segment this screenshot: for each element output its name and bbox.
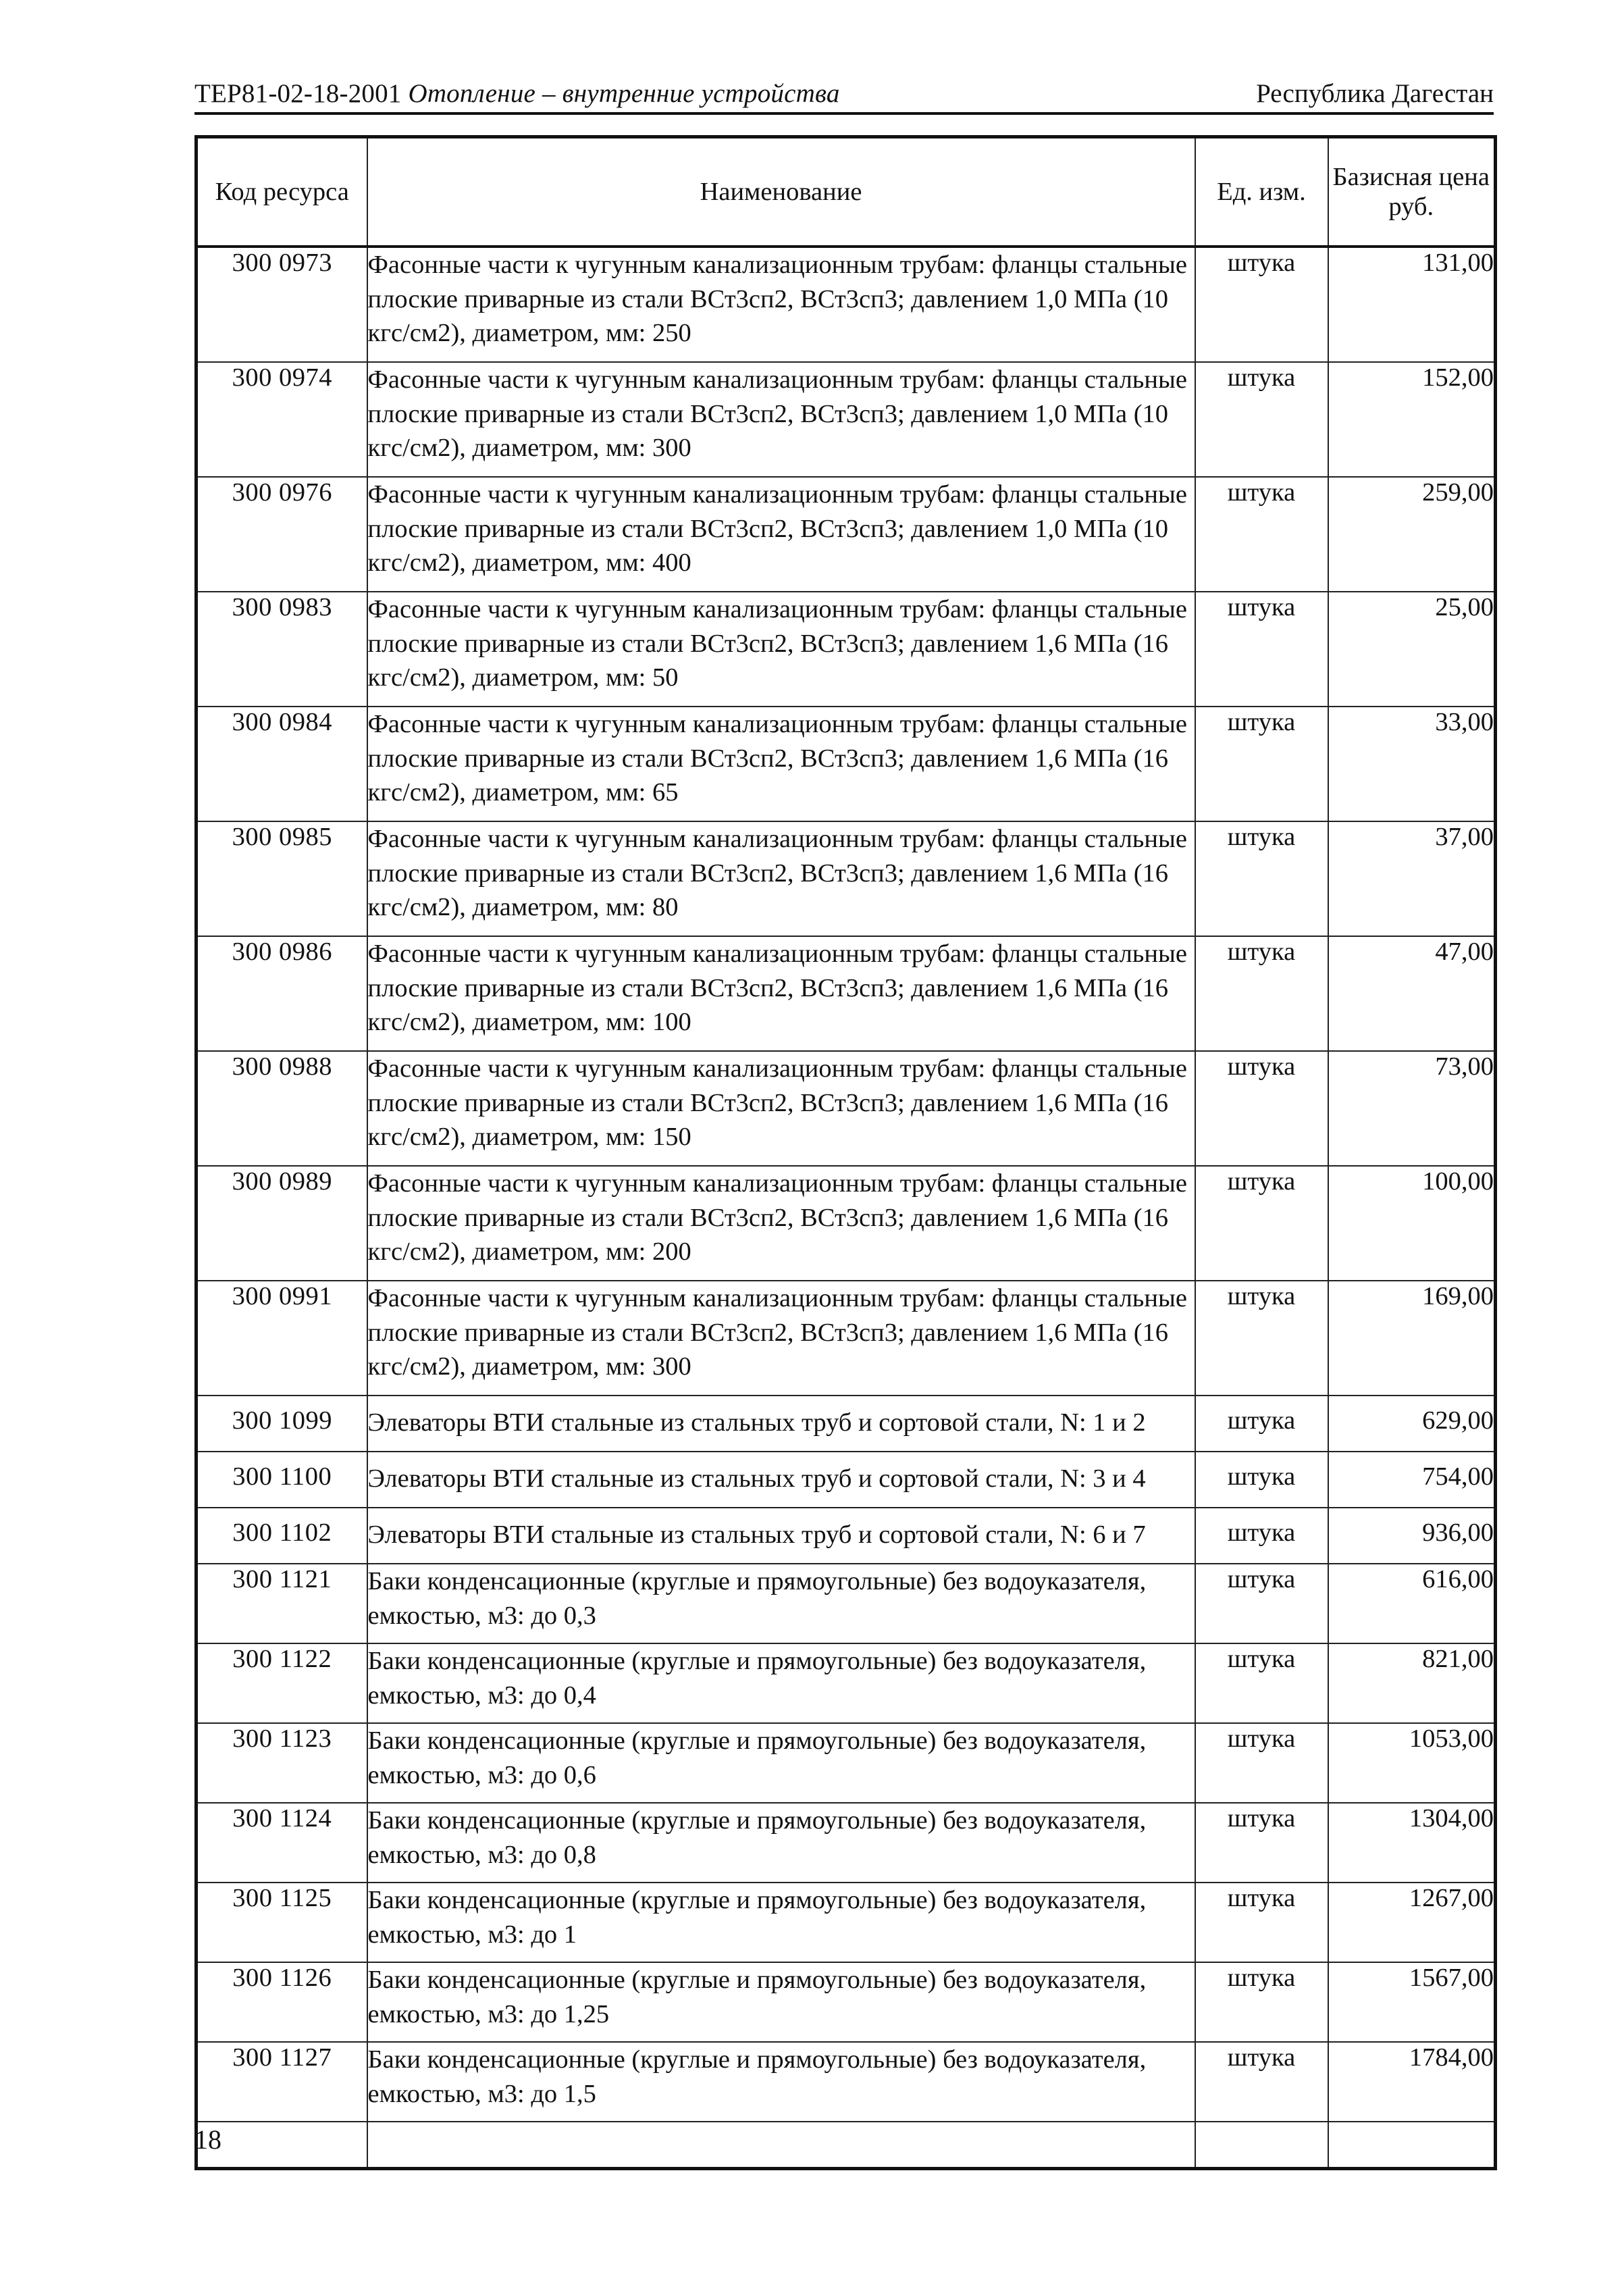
resource-code: 300 1100 <box>197 1452 367 1508</box>
resource-name: Фасонные части к чугунным канализационным трубам: фланцы стальные плоские приварные из стали ВСт3сп2, ВСт3сп3; давлением 1,6 МПа (16 кгс/см2), диаметром, мм: 65 <box>367 707 1195 821</box>
resource-unit: штука <box>1195 247 1328 362</box>
resource-price: 821,00 <box>1328 1643 1496 1723</box>
resource-name: Фасонные части к чугунным канализационным трубам: фланцы стальные плоские приварные из стали ВСт3сп2, ВСт3сп3; давлением 1,0 МПа (10 кгс/см2), диаметром, мм: 400 <box>367 477 1195 592</box>
table-row <box>197 1564 1496 1643</box>
resource-name: Баки конденсационные (круглые и прямоугольные) без водоуказателя, емкостью, м3: до 0,6 <box>367 1723 1195 1803</box>
resource-name: Фасонные части к чугунным канализационным трубам: фланцы стальные плоские приварные из стали ВСт3сп2, ВСт3сп3; давлением 1,6 МПа (16 кгс/см2), диаметром, мм: 50 <box>367 592 1195 707</box>
resource-code: 300 0989 <box>197 1166 367 1281</box>
region-name: Республика Дагестан <box>1256 79 1494 108</box>
table-row <box>197 1396 1496 1452</box>
table-row <box>197 2042 1496 2122</box>
column-header-name: Наименование <box>367 137 1195 247</box>
resource-unit: штука <box>1195 1643 1328 1723</box>
resource-name: Баки конденсационные (круглые и прямоугольные) без водоуказателя, емкостью, м3: до 1 <box>367 1883 1195 1962</box>
resource-price: 73,00 <box>1328 1051 1496 1166</box>
resource-code: 300 1099 <box>197 1396 367 1452</box>
table-row <box>197 592 1496 707</box>
table-row <box>197 1723 1496 1803</box>
column-header-unit: Ед. изм. <box>1195 137 1328 247</box>
table-header-row <box>197 137 1496 247</box>
resource-code: 300 0974 <box>197 362 367 477</box>
resource-name: Баки конденсационные (круглые и прямоугольные) без водоуказателя, емкостью, м3: до 1,5 <box>367 2042 1195 2122</box>
resource-price: 936,00 <box>1328 1508 1496 1564</box>
resource-unit: штука <box>1195 1508 1328 1564</box>
resource-unit: штука <box>1195 821 1328 936</box>
resource-code: 300 0988 <box>197 1051 367 1166</box>
column-header-code: Код ресурса <box>197 137 367 247</box>
resource-code: 300 0976 <box>197 477 367 592</box>
resource-code: 300 0983 <box>197 592 367 707</box>
table-row <box>197 477 1496 592</box>
column-header-price-line2: руб. <box>1388 193 1434 221</box>
resource-unit: штука <box>1195 1396 1328 1452</box>
resource-unit: штука <box>1195 592 1328 707</box>
resource-unit: штука <box>1195 1281 1328 1396</box>
resource-price: 754,00 <box>1328 1452 1496 1508</box>
resource-code: 300 1125 <box>197 1883 367 1962</box>
resource-name: Баки конденсационные (круглые и прямоугольные) без водоуказателя, емкостью, м3: до 0,4 <box>367 1643 1195 1723</box>
resource-code: 300 1121 <box>197 1564 367 1643</box>
resource-price: 47,00 <box>1328 936 1496 1051</box>
resource-name: Фасонные части к чугунным канализационным трубам: фланцы стальные плоские приварные из стали ВСт3сп2, ВСт3сп3; давлением 1,6 МПа (16 кгс/см2), диаметром, мм: 150 <box>367 1051 1195 1166</box>
resource-name: Фасонные части к чугунным канализационным трубам: фланцы стальные плоские приварные из стали ВСт3сп2, ВСт3сп3; давлением 1,6 МПа (16 кгс/см2), диаметром, мм: 200 <box>367 1166 1195 1281</box>
table-row <box>197 1051 1496 1166</box>
resource-name: Элеваторы ВТИ стальные из стальных труб и сортовой стали, N: 3 и 4 <box>367 1452 1195 1508</box>
table-row <box>197 707 1496 821</box>
resource-name: Фасонные части к чугунным канализационным трубам: фланцы стальные плоские приварные из стали ВСт3сп2, ВСт3сп3; давлением 1,6 МПа (16 кгс/см2), диаметром, мм: 300 <box>367 1281 1195 1396</box>
table-row <box>197 247 1496 362</box>
resource-price: 33,00 <box>1328 707 1496 821</box>
resource-name: Фасонные части к чугунным канализационным трубам: фланцы стальные плоские приварные из стали ВСт3сп2, ВСт3сп3; давлением 1,0 МПа (10 кгс/см2), диаметром, мм: 250 <box>367 247 1195 362</box>
empty-cell <box>197 2122 367 2169</box>
empty-cell <box>1195 2122 1328 2169</box>
table-row-empty <box>197 2122 1496 2169</box>
resource-name: Фасонные части к чугунным канализационным трубам: фланцы стальные плоские приварные из стали ВСт3сп2, ВСт3сп3; давлением 1,0 МПа (10 кгс/см2), диаметром, мм: 300 <box>367 362 1195 477</box>
resource-name: Фасонные части к чугунным канализационным трубам: фланцы стальные плоские приварные из стали ВСт3сп2, ВСт3сп3; давлением 1,6 МПа (16 кгс/см2), диаметром, мм: 80 <box>367 821 1195 936</box>
resource-code: 300 1127 <box>197 2042 367 2122</box>
resource-code: 300 1124 <box>197 1803 367 1883</box>
resource-unit: штука <box>1195 477 1328 592</box>
document-subtitle: Отопление – внутренние устройства <box>408 79 840 108</box>
resource-code: 300 1123 <box>197 1723 367 1803</box>
resource-code: 300 1102 <box>197 1508 367 1564</box>
resource-price-table <box>194 135 1497 2170</box>
resource-price: 1267,00 <box>1328 1883 1496 1962</box>
resource-price: 152,00 <box>1328 362 1496 477</box>
resource-price: 1784,00 <box>1328 2042 1496 2122</box>
table-row <box>197 936 1496 1051</box>
document-code: ТЕР81-02-18-2001 <box>194 79 402 108</box>
empty-cell <box>1328 2122 1496 2169</box>
table-row <box>197 1281 1496 1396</box>
resource-code: 300 1122 <box>197 1643 367 1723</box>
resource-unit: штука <box>1195 1883 1328 1962</box>
page-number: 18 <box>194 2124 221 2155</box>
resource-name: Баки конденсационные (круглые и прямоугольные) без водоуказателя, емкостью, м3: до 1,25 <box>367 1962 1195 2042</box>
resource-name: Элеваторы ВТИ стальные из стальных труб и сортовой стали, N: 1 и 2 <box>367 1396 1195 1452</box>
resource-price: 259,00 <box>1328 477 1496 592</box>
resource-code: 300 0985 <box>197 821 367 936</box>
resource-code: 300 0991 <box>197 1281 367 1396</box>
table-row <box>197 1166 1496 1281</box>
resource-unit: штука <box>1195 1803 1328 1883</box>
resource-unit: штука <box>1195 707 1328 821</box>
resource-price: 629,00 <box>1328 1396 1496 1452</box>
column-header-price-line1: Базисная цена <box>1332 163 1490 191</box>
resource-unit: штука <box>1195 1452 1328 1508</box>
column-header-price <box>1328 137 1496 247</box>
resource-name: Фасонные части к чугунным канализационным трубам: фланцы стальные плоские приварные из стали ВСт3сп2, ВСт3сп3; давлением 1,6 МПа (16 кгс/см2), диаметром, мм: 100 <box>367 936 1195 1051</box>
resource-price: 1567,00 <box>1328 1962 1496 2042</box>
resource-price: 131,00 <box>1328 247 1496 362</box>
document-title <box>194 78 840 109</box>
table-body <box>197 247 1496 2169</box>
table-row <box>197 1643 1496 1723</box>
resource-price: 100,00 <box>1328 1166 1496 1281</box>
table-row <box>197 821 1496 936</box>
resource-name: Элеваторы ВТИ стальные из стальных труб и сортовой стали, N: 6 и 7 <box>367 1508 1195 1564</box>
resource-unit: штука <box>1195 1962 1328 2042</box>
resource-price: 37,00 <box>1328 821 1496 936</box>
table-row <box>197 1508 1496 1564</box>
resource-price: 1053,00 <box>1328 1723 1496 1803</box>
resource-code: 300 1126 <box>197 1962 367 2042</box>
resource-unit: штука <box>1195 1166 1328 1281</box>
resource-name: Баки конденсационные (круглые и прямоугольные) без водоуказателя, емкостью, м3: до 0,3 <box>367 1564 1195 1643</box>
table-row <box>197 362 1496 477</box>
table-row <box>197 1803 1496 1883</box>
resource-code: 300 0973 <box>197 247 367 362</box>
resource-name: Баки конденсационные (круглые и прямоугольные) без водоуказателя, емкостью, м3: до 0,8 <box>367 1803 1195 1883</box>
resource-unit: штука <box>1195 362 1328 477</box>
empty-cell <box>367 2122 1195 2169</box>
resource-code: 300 0986 <box>197 936 367 1051</box>
resource-price: 25,00 <box>1328 592 1496 707</box>
resource-unit: штука <box>1195 1051 1328 1166</box>
resource-price: 1304,00 <box>1328 1803 1496 1883</box>
page-header <box>194 73 1494 115</box>
resource-unit: штука <box>1195 2042 1328 2122</box>
resource-price: 616,00 <box>1328 1564 1496 1643</box>
resource-unit: штука <box>1195 1564 1328 1643</box>
resource-code: 300 0984 <box>197 707 367 821</box>
table-row <box>197 1452 1496 1508</box>
resource-unit: штука <box>1195 1723 1328 1803</box>
resource-unit: штука <box>1195 936 1328 1051</box>
table-row <box>197 1962 1496 2042</box>
table-row <box>197 1883 1496 1962</box>
resource-price: 169,00 <box>1328 1281 1496 1396</box>
